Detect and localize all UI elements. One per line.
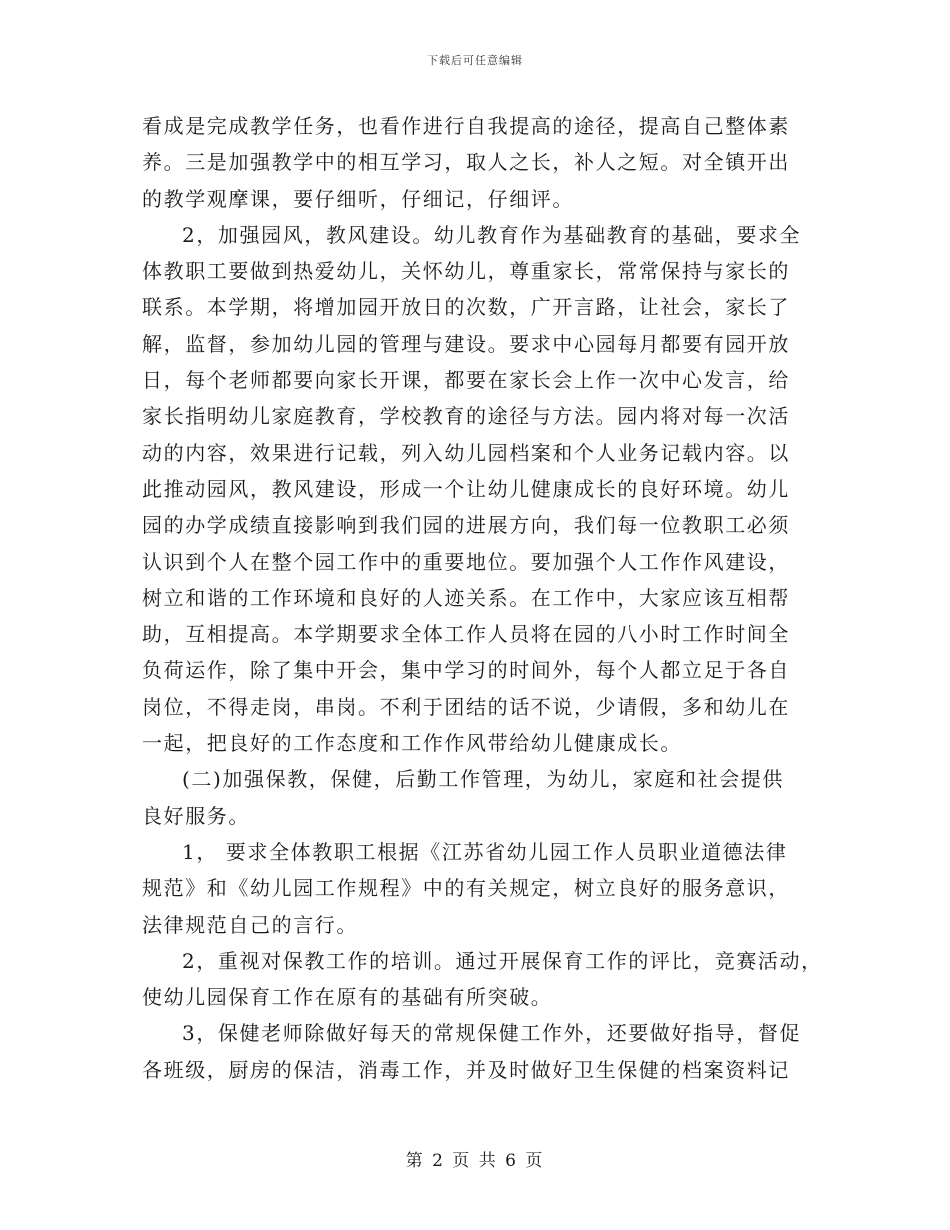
text-line: 1， 要求全体教职工根据《江苏省幼儿园工作人员职业道德法律	[182, 839, 788, 864]
text-line: 负荷运作，除了集中开会，集中学习的时间外，每个人都立足于各自	[142, 658, 790, 683]
text-line: (二)加强保教，保健，后勤工作管理，为幼儿，家庭和社会提供	[182, 767, 785, 792]
text-line: 日，每个老师都要向家长开课，都要在家长会上作一次中心发言，给	[142, 368, 790, 393]
page-header: 下载后可任意编辑	[427, 54, 523, 67]
page-footer: 第 2 页 共 6 页	[405, 1151, 545, 1171]
text-line: 2，加强园风，教风建设。幼儿教育作为基础教育的基础，要求全	[182, 222, 802, 247]
text-line: 良好服务。	[142, 803, 250, 828]
text-line: 的教学观摩课，要仔细听，仔细记，仔细评。	[142, 186, 574, 211]
text-line: 此推动园风，教风建设，形成一个让幼儿健康成长的良好环境。幼儿	[142, 476, 790, 501]
text-line: 岗位，不得走岗，串岗。不利于团结的话不说，少请假，多和幼儿在	[142, 694, 790, 719]
text-line: 各班级，厨房的保洁，消毒工作，并及时做好卫生保健的档案资料记	[142, 1057, 790, 1082]
text-line: 认识到个人在整个园工作中的重要地位。要加强个人工作作风建设，	[142, 549, 790, 574]
text-line: 家长指明幼儿家庭教育，学校教育的途径与方法。园内将对每一次活	[142, 404, 790, 429]
text-line: 一起，把良好的工作态度和工作作风带给幼儿健康成长。	[142, 731, 682, 756]
text-line: 养。三是加强教学中的相互学习，取人之长，补人之短。对全镇开出	[142, 150, 790, 175]
text-line: 规范》和《幼儿园工作规程》中的有关规定，树立良好的服务意识，	[142, 876, 790, 901]
text-line: 使幼儿园保育工作在原有的基础有所突破。	[142, 985, 553, 1010]
text-line: 法律规范自己的言行。	[142, 912, 358, 937]
text-line: 助，互相提高。本学期要求全体工作人员将在园的八小时工作时间全	[142, 622, 790, 647]
document-body	[142, 108, 822, 1088]
text-line: 动的内容，效果进行记载，列入幼儿园档案和个人业务记载内容。以	[142, 440, 790, 465]
text-line: 联系。本学期，将增加园开放日的次数，广开言路，让社会，家长了	[142, 295, 790, 320]
text-line: 看成是完成教学任务，也看作进行自我提高的途径，提高自己整体素	[142, 114, 790, 138]
text-line: 解，监督，参加幼儿园的管理与建设。要求中心园每月都要有园开放	[142, 331, 790, 356]
text-line: 体教职工要做到热爱幼儿，关怀幼儿，尊重家长，常常保持与家长的	[142, 259, 790, 284]
text-line: 3，保健老师除做好每天的常规保健工作外，还要做好指导，督促	[182, 1021, 802, 1046]
text-line: 树立和谐的工作环境和良好的人迹关系。在工作中，大家应该互相帮	[142, 585, 790, 610]
text-line: 2，重视对保教工作的培训。通过开展保育工作的评比，竞赛活动，	[182, 948, 823, 973]
text-line: 园的办学成绩直接影响到我们园的进展方向，我们每一位教职工必须	[142, 513, 790, 538]
